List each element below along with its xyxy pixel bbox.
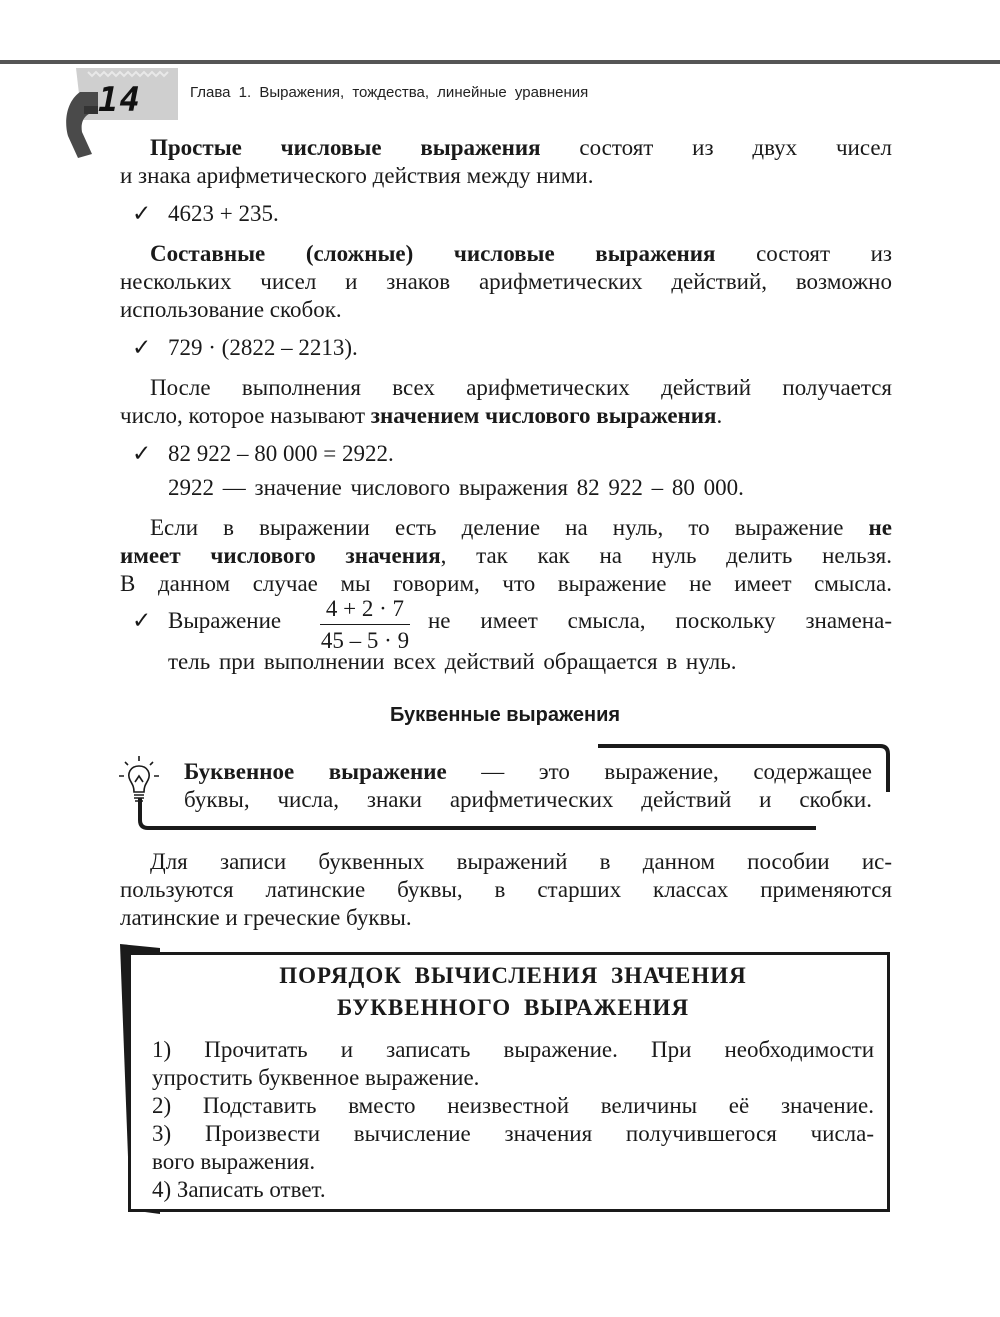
checkmark-icon: ✓	[132, 608, 152, 633]
lightbulb-icon	[116, 752, 162, 808]
latin-letters-paragraph: Для записи буквенных выражений в данном пособии ис- пользуются латинские буквы, в старших классах применяются латинские и греческие буквы.	[120, 849, 892, 930]
checkmark-icon: ✓	[132, 441, 152, 466]
letter-expression-term: Буквенное выражение	[184, 759, 447, 784]
fraction	[320, 596, 410, 655]
no-value-term: имеет числового значения	[120, 543, 441, 568]
value-example: ✓ 82 922 – 80 000 = 2922.	[132, 441, 394, 466]
division-example-line2: тель при выполнении всех действий обращается в нуль.	[168, 649, 737, 674]
fraction-denominator: 45 – 5 · 9	[320, 628, 410, 653]
simple-expressions-term: Простые числовые выражения	[150, 135, 541, 160]
value-paragraph: После выполнения всех арифметических действий получается число, которое называют значением числового выражения.	[120, 375, 892, 428]
page-number: 14	[98, 80, 141, 120]
simple-example: ✓ 4623 + 235.	[132, 201, 279, 226]
procedure-title: ПОРЯДОК ВЫЧИСЛЕНИЯ ЗНАЧЕНИЯ БУКВЕННОГО ВЫРАЖЕНИЯ	[279, 963, 747, 1020]
value-term: значением числового выражения	[370, 403, 717, 428]
compound-expressions-paragraph: Составные (сложные) числовые выражения состоят из нескольких чисел и знаков арифметических действий, возможно использование скобок.	[120, 241, 893, 322]
definition-text: Буквенное выражение — это выражение, содержащее буквы, числа, знаки арифметических действий и скобки.	[184, 759, 873, 812]
step-3: 3) Произвести вычисление значения получившегося числа-	[152, 1121, 874, 1146]
checkmark-icon: ✓	[132, 335, 152, 360]
step-4: 4) Записать ответ.	[152, 1177, 326, 1202]
compound-example: ✓ 729 · (2822 – 2213).	[132, 335, 358, 360]
value-example-note: 2922 — значение числового выражения 82 922 – 80 000.	[168, 475, 744, 500]
fraction-numerator: 4 + 2 · 7	[320, 596, 410, 625]
checkmark-icon: ✓	[132, 201, 152, 226]
step-1: 1) Прочитать и записать выражение. При необходимости	[152, 1037, 874, 1062]
section-title: Буквенные выражения	[389, 704, 621, 726]
simple-expressions-paragraph: Простые числовые выражения состоят из двух чисел и знака арифметического действия между ними.	[120, 135, 893, 188]
division-paragraph: Если в выражении есть деление на нуль, то выражение не имеет числового значения, так как на нуль делить нельзя. В данном случае мы говорим, что выражение не имеет смысла.	[120, 515, 893, 596]
procedure-steps: 1) Прочитать и записать выражение. При необходимости упростить буквенное выражение. 2) Подставить вместо неизвестной величины её значение. 3) Произвести вычисление значения получившегося числа- вого выражения. 4) Записать ответ.	[152, 1037, 874, 1202]
step-2: 2) Подставить вместо неизвестной величины её значение.	[152, 1093, 874, 1118]
compound-expressions-term: Составные (сложные) числовые выражения	[150, 241, 716, 266]
division-example: ✓ Выражение $\frac{4 + 2 \cdot 7}{45 - 5 \cdot 9}$ не имеет смысла, поскольку знамена-	[132, 596, 892, 653]
running-head: Глава 1. Выражения, тождества, линейные уравнения	[190, 84, 589, 101]
